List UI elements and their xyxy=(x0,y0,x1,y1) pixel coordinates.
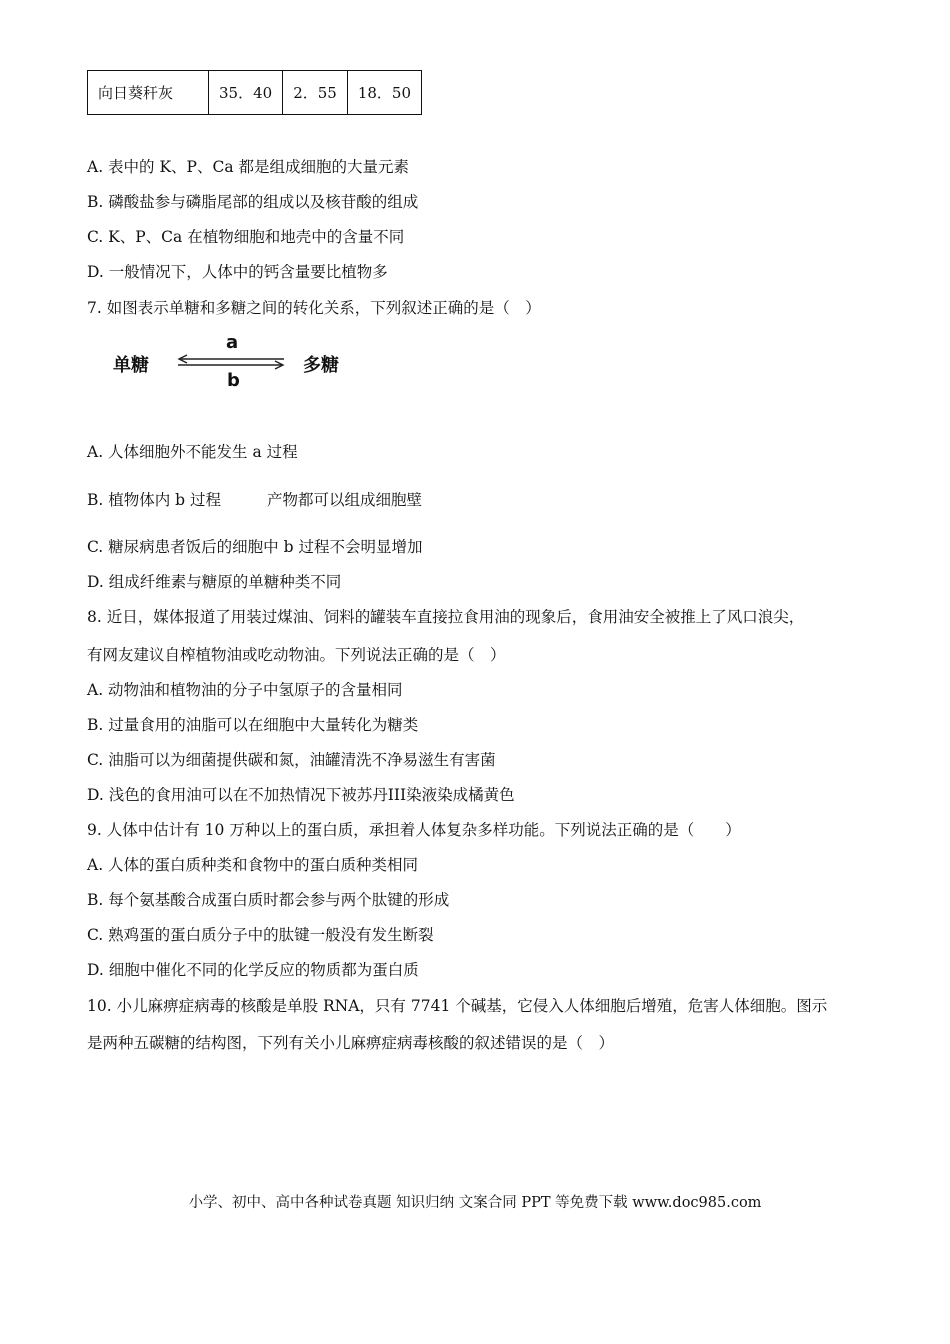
q9-option-b: B. 每个氨基酸合成蛋白质时都会参与两个肽键的形成 xyxy=(87,891,450,909)
diagram-label-monosaccharide: 单糖 xyxy=(113,355,149,376)
q9-option-c: C. 熟鸡蛋的蛋白质分子中的肽键一般没有发生断裂 xyxy=(87,926,434,944)
q8-option-d: D. 浅色的食用油可以在不加热情况下被苏丹III染液染成橘黄色 xyxy=(87,786,515,804)
diagram-label-b: b xyxy=(227,370,240,391)
q6-option-c: C. K、P、Ca 在植物细胞和地壳中的含量不同 xyxy=(87,228,405,246)
table-cell-ca: 18．50 xyxy=(347,71,421,115)
q6-option-d: D. 一般情况下，人体中的钙含量要比植物多 xyxy=(87,263,388,281)
table-cell-p: 2．55 xyxy=(283,71,348,115)
diagram-label-polysaccharide: 多糖 xyxy=(303,355,339,376)
table-row xyxy=(88,71,422,115)
conversion-arrows xyxy=(110,334,360,394)
q9-option-a: A. 人体的蛋白质种类和食物中的蛋白质种类相同 xyxy=(87,856,419,874)
q9-option-d: D. 细胞中催化不同的化学反应的物质都为蛋白质 xyxy=(87,961,419,979)
table-cell-name: 向日葵秆灰 xyxy=(88,71,209,115)
ash-composition-table xyxy=(87,70,422,115)
page-footer: 小学、初中、高中各种试卷真题 知识归纳 文案合同 PPT 等免费下载 www.doc985.com xyxy=(188,1195,762,1211)
q7-option-a: A. 人体细胞外不能发生 a 过程 xyxy=(87,443,298,461)
q7-option-c: C. 糖尿病患者饭后的细胞中 b 过程不会明显增加 xyxy=(87,538,423,556)
q10-stem-line2: 是两种五碳糖的结构图，下列有关小儿麻痹症病毒核酸的叙述错误的是（ ） xyxy=(87,1034,615,1052)
q8-option-c: C. 油脂可以为细菌提供碳和氮，油罐清洗不净易滋生有害菌 xyxy=(87,751,496,769)
q7-option-b-pre: B. 植物体内 b 过程 xyxy=(87,491,222,509)
diagram-label-a: a xyxy=(226,332,239,353)
q7-option-b-post: 产物都可以组成细胞壁 xyxy=(267,491,423,509)
q8-option-b: B. 过量食用的油脂可以在细胞中大量转化为糖类 xyxy=(87,716,419,734)
q6-option-a: A. 表中的 K、P、Ca 都是组成细胞的大量元素 xyxy=(87,158,410,176)
q8-option-a: A. 动物油和植物油的分子中氢原子的含量相同 xyxy=(87,681,403,699)
q9-stem: 9. 人体中估计有 10 万种以上的蛋白质，承担着人体复杂多样功能。下列说法正确的是（ ） xyxy=(87,821,741,839)
table-cell-k: 35．40 xyxy=(209,71,283,115)
q8-stem-line1: 8. 近日，媒体报道了用装过煤油、饲料的罐装车直接拉食用油的现象后，食用油安全被推上了风口浪尖， xyxy=(87,608,805,626)
q10-stem-line1: 10. 小儿麻痹症病毒的核酸是单股 RNA，只有 7741 个碱基，它侵入人体细胞后增殖，危害人体细胞。图示 xyxy=(87,997,828,1015)
q6-option-b: B. 磷酸盐参与磷脂尾部的组成以及核苷酸的组成 xyxy=(87,193,419,211)
q7-option-d: D. 组成纤维素与糖原的单糖种类不同 xyxy=(87,573,342,591)
q7-stem: 7. 如图表示单糖和多糖之间的转化关系，下列叙述正确的是（ ） xyxy=(87,299,541,317)
q7-option-b xyxy=(87,488,422,510)
sugar-conversion-diagram xyxy=(110,334,360,394)
q8-stem-line2: 有网友建议自榨植物油或吃动物油。下列说法正确的是（ ） xyxy=(87,646,506,664)
